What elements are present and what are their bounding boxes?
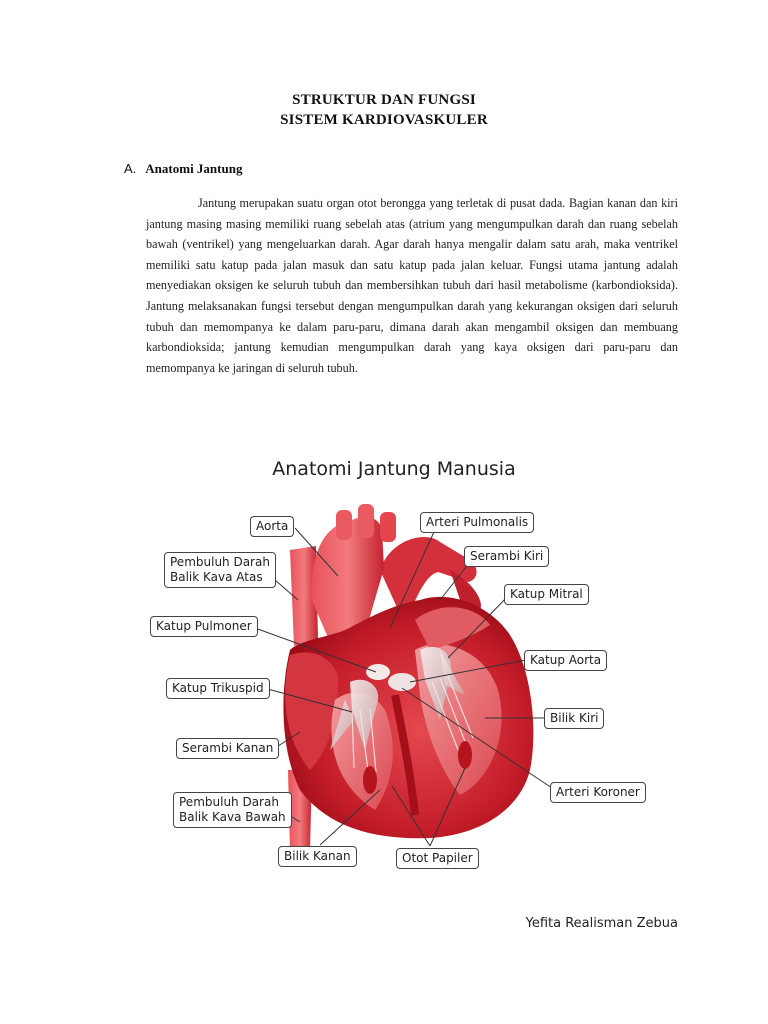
label-vena-cava-inferior: Pembuluh Darah Balik Kava Bawah — [173, 792, 292, 828]
section-heading — [124, 161, 242, 177]
label-arteri-pulmonalis: Arteri Pulmonalis — [420, 512, 534, 533]
label-katup-trikuspid: Katup Trikuspid — [166, 678, 270, 699]
section-title: Anatomi Jantung — [145, 161, 243, 176]
label-aorta: Aorta — [250, 516, 294, 537]
heart-anatomy-figure — [140, 450, 640, 880]
figure-title: Anatomi Jantung Manusia — [272, 458, 516, 480]
label-katup-pulmoner: Katup Pulmoner — [150, 616, 258, 637]
section-letter: A. — [124, 161, 137, 176]
label-katup-mitral: Katup Mitral — [504, 584, 589, 605]
document-title-line1: STRUKTUR DAN FUNGSI — [292, 92, 476, 108]
label-bilik-kiri: Bilik Kiri — [544, 708, 604, 729]
label-arteri-koroner: Arteri Koroner — [550, 782, 646, 803]
label-serambi-kanan: Serambi Kanan — [176, 738, 279, 759]
label-bilik-kanan: Bilik Kanan — [278, 846, 357, 867]
author-name: Yefita Realisman Zebua — [525, 916, 678, 931]
pulmonary-valve-shape — [366, 664, 390, 680]
label-vena-cava-superior: Pembuluh Darah Balik Kava Atas — [164, 552, 276, 588]
label-katup-aorta: Katup Aorta — [524, 650, 607, 671]
body-paragraph: Jantung merupakan suatu organ otot berongga yang terletak di pusat dada. Bagian kanan dan kiri jantung masing masing memiliki ruang sebelah atas (atrium yang mengumpulkan darah dan ruang sebelah bawah (ventrikel) yang mengeluarkan darah. Agar darah hanya mengalir dalam satu arah, maka ventrikel memiliki satu katup pada jalan masuk dan satu katup pada jalan keluar. Fungsi utama jantung adalah menyediakan oksigen ke seluruh tubuh dan membersihkan tubuh dari hasil metabolisme (karbondioksida). Jantung melaksanakan fungsi tersebut dengan mengumpulkan darah yang kekurangan oksigen dari seluruh tubuh dan memompanya ke dalam paru-paru, dimana darah akan mengambil oksigen dan membuang karbondioksida; jantung kemudian mengumpulkan darah yang kaya oksigen dari paru-paru dan memompanya ke jaringan di seluruh tubuh. — [146, 196, 678, 375]
label-otot-papiler: Otot Papiler — [396, 848, 479, 869]
label-serambi-kiri: Serambi Kiri — [464, 546, 549, 567]
document-title-line2: SISTEM KARDIOVASKULER — [280, 112, 488, 128]
